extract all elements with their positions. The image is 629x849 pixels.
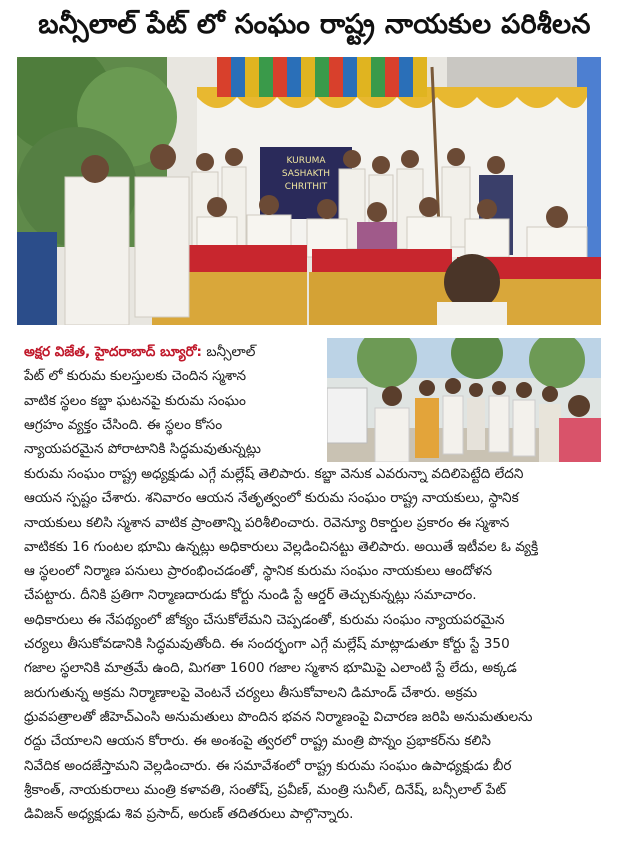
banner-line-3: CHRITHIT: [284, 182, 328, 192]
body-line: జరుగుతున్న అక్రమ నిర్మాణాలపై వెంటనే చర్యలు తీసుకోవాలని డిమాండ్ చేశారు. అక్రమ: [24, 684, 478, 701]
body-line: అధికారులు ఈ నేపథ్యంలో జోక్యం చేసుకోలేమని చెప్పడంతో, కురుమ సంఘం న్యాయపరమైన: [24, 611, 505, 628]
banner-line-2: SASHAKTH: [281, 169, 331, 179]
body-line: ధ్రువపత్రాలతో జీహెచ్ఎంసి అనుమతులు పొందిన భవన నిర్మాణంపై విచారణ జరిపి అనుమతులను: [24, 708, 533, 725]
intro-line: న్యాయపరమైన పోరాటానికి సిద్ధమవుతున్నట్లు: [24, 441, 261, 458]
headline: బన్సీలాల్ పేట్ లో సంఘం రాష్ట్ర నాయకుల పరిశీలన: [38, 9, 591, 40]
body-line: కురుమ సంఘం రాష్ట్ర అధ్యక్షుడు ఎగ్గే మల్లేష్ తెలిపారు. కబ్జా వెనుక ఎవరున్నా వదిలిపెట్టేది లేదని: [24, 466, 524, 482]
body-line: గజాల స్థలానికి మాత్రమే ఉంది, మిగతా 1600 గజాల స్మశాన భూమిపై ఎలాంటి స్టే లేదు, అక్కడ: [24, 660, 517, 677]
banner-line-1: KURUMA: [286, 156, 326, 166]
main-photo: [17, 57, 601, 325]
intro-line: బన్సీలాల్: [206, 344, 256, 360]
body-line: రద్దు చేయాలని ఆయన కోరారు. ఈ అంశంపై త్వరలో రాష్ట్ర మంత్రి పొన్నం ప్రభాకర్‌ను కలిసి: [24, 733, 491, 750]
intro-line: పేట్ లో కురుమ కులస్తులకు చెందిన స్మశాన: [24, 368, 247, 385]
body-line: వాటికకు 16 గుంటల భూమి ఉన్నట్లు అధికారులు వెల్లడించినట్టు తెలిపారు. అయితే ఇటీవల ఓ వ్యక్తి: [24, 538, 539, 555]
body-line: నివేదిక అందజేస్తామని వెల్లడించారు. ఈ సమావేశంలో రాష్ట్ర కురుమ సంఘం ఉపాధ్యక్షుడు బీర: [24, 757, 512, 774]
body-line: నాయకులు కలిసి స్మశాన వాటిక ప్రాంతాన్ని పరిశీలించారు. రెవెన్యూ రికార్డుల ప్రకారం ఈ స్మశాన: [24, 514, 510, 531]
body-line: శ్రీకాంత్, నాయకురాలు మంత్రి కళావతి, సంతోష్, ప్రవీణ్, మంత్రి సునీల్, దినేష్, బన్సీలాల్ పేట్: [24, 781, 506, 798]
intro-column: [24, 340, 324, 461]
body-line: ఆయన స్పష్టం చేశారు. శనివారం ఆయన నేతృత్వంలో కురుమ సంఘం రాష్ట్ర నాయకులు, స్థానిక: [24, 490, 519, 507]
intro-line: వాటిక స్థలం కబ్జా ఘటనపై కురుమ సంఘం: [24, 392, 246, 409]
side-photo: [327, 338, 601, 462]
body-line: ఆ స్థలంలో నిర్మాణ పనులు ప్రారంభించడంతో, స్థానిక కురుమ సంఘం నాయకులు ఆందోళన: [24, 563, 493, 580]
body-line: డివిజన్ అధ్యక్షుడు శివ ప్రసాద్, అరుణ్ తదితరులు పాల్గొన్నారు.: [24, 806, 354, 823]
body-line: చేపట్టారు. దీనికి ప్రతిగా నిర్మాణదారుడు కోర్టు నుండి స్టే ఆర్డర్ తెచ్చుకున్నట్లు సమాచారం.: [24, 587, 477, 604]
article-body: [24, 462, 604, 826]
intro-line: ఆగ్రహం వ్యక్తం చేసింది. ఈ స్థలం కోసం: [24, 416, 223, 433]
byline: అక్షర విజేత, హైదరాబాద్ బ్యూరో:: [24, 344, 202, 360]
body-line: చర్యలు తీసుకోవడానికి సిద్ధమవుతోంది. ఈ సందర్భంగా ఎగ్గే మల్లేష్ మాట్లాడుతూ కోర్టు స్టే 350: [24, 636, 510, 653]
